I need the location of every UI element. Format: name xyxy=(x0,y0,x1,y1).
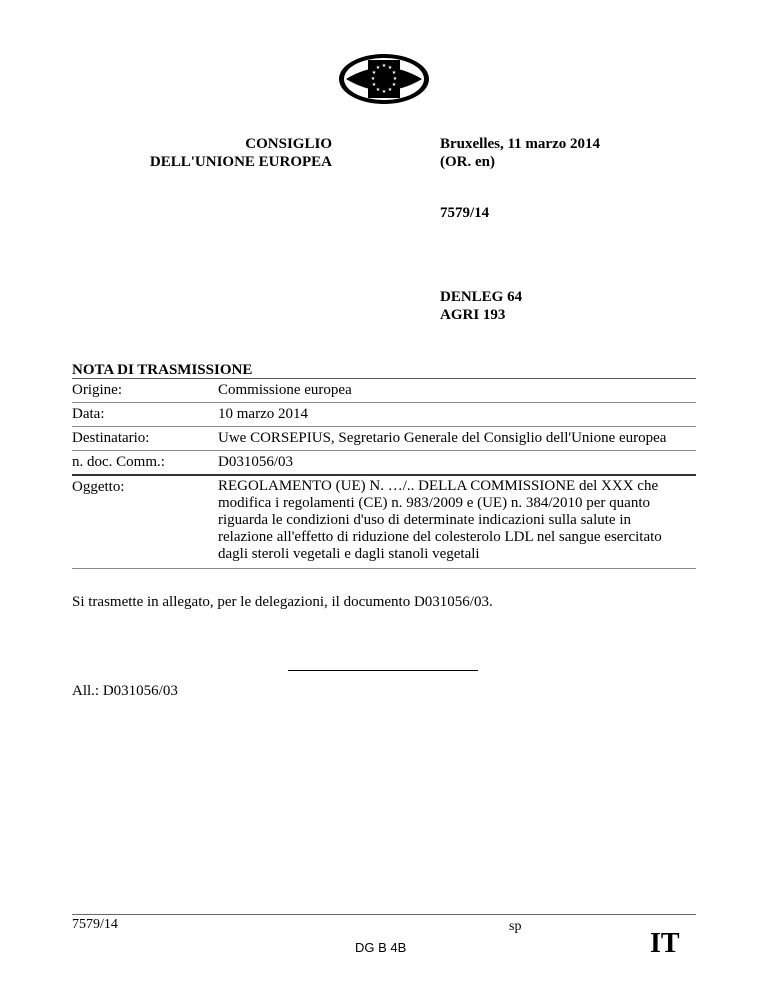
svg-text:★: ★ xyxy=(381,63,387,69)
svg-text:★: ★ xyxy=(375,87,381,93)
meta-value: D031056/03 xyxy=(218,454,293,470)
council-logo-icon xyxy=(338,52,430,106)
council-name xyxy=(72,135,332,171)
svg-text:★: ★ xyxy=(375,65,381,71)
body-text: Si trasmette in allegato, per le delegazioni, il documento D031056/03. xyxy=(72,594,493,610)
original-language: (OR. en) xyxy=(440,154,495,170)
meta-row-date xyxy=(72,403,696,427)
svg-text:★: ★ xyxy=(381,89,387,95)
svg-text:★: ★ xyxy=(387,65,393,71)
footer-initials: sp xyxy=(509,919,522,934)
meta-label: Oggetto: xyxy=(72,479,125,495)
svg-text:★: ★ xyxy=(392,76,398,82)
attachment-line: All.: D031056/03 xyxy=(72,683,178,699)
svg-text:★: ★ xyxy=(391,70,397,76)
transmission-meta-table xyxy=(72,378,696,569)
note-title: NOTA DI TRASMISSIONE xyxy=(72,362,253,378)
svg-text:★: ★ xyxy=(370,76,376,82)
code-agri: AGRI 193 xyxy=(440,307,506,323)
subject-line: riguarda le condizioni d'uso di determinate indicazioni sulla salute in xyxy=(218,512,631,528)
council-line-2: DELL'UNIONE EUROPEA xyxy=(149,154,332,170)
meta-label: n. doc. Comm.: xyxy=(72,454,165,470)
svg-text:★: ★ xyxy=(371,70,377,76)
meta-value: Commissione europea xyxy=(218,382,352,398)
footer-directorate: DG B 4B xyxy=(355,940,407,955)
interinstitutional-codes xyxy=(440,288,522,324)
subject-text xyxy=(218,478,696,565)
code-denleg: DENLEG 64 xyxy=(440,289,523,305)
svg-text:★: ★ xyxy=(391,82,397,88)
footer-divider xyxy=(72,914,696,915)
svg-text:★: ★ xyxy=(387,87,393,93)
footer-language-code: IT xyxy=(650,928,680,959)
meta-label: Destinatario: xyxy=(72,430,150,446)
footer-document-number: 7579/14 xyxy=(72,917,118,932)
meta-row-subject xyxy=(72,476,696,569)
meta-row-recipient xyxy=(72,427,696,451)
meta-value: 10 marzo 2014 xyxy=(218,406,308,422)
date-line: Bruxelles, 11 marzo 2014 xyxy=(440,136,600,152)
meta-label: Origine: xyxy=(72,382,122,398)
subject-line: relazione all'effetto di riduzione del colesterolo LDL nel sangue esercitato xyxy=(218,529,662,545)
meta-label: Data: xyxy=(72,406,105,422)
meta-row-origin xyxy=(72,379,696,403)
council-line-1: CONSIGLIO xyxy=(245,136,332,152)
meta-value: Uwe CORSEPIUS, Segretario Generale del Consiglio dell'Unione europea xyxy=(218,430,667,446)
subject-line: REGOLAMENTO (UE) N. …/.. DELLA COMMISSIONE del XXX che xyxy=(218,478,659,494)
document-number: 7579/14 xyxy=(440,205,490,221)
meta-row-comm-doc xyxy=(72,451,696,476)
separator-line xyxy=(288,670,478,671)
subject-line: dagli steroli vegetali e dagli stanoli vegetali xyxy=(218,546,480,562)
svg-text:★: ★ xyxy=(371,82,377,88)
date-block xyxy=(440,135,600,171)
subject-line: modifica i regolamenti (CE) n. 983/2009 e (UE) n. 384/2010 per quanto xyxy=(218,495,650,511)
